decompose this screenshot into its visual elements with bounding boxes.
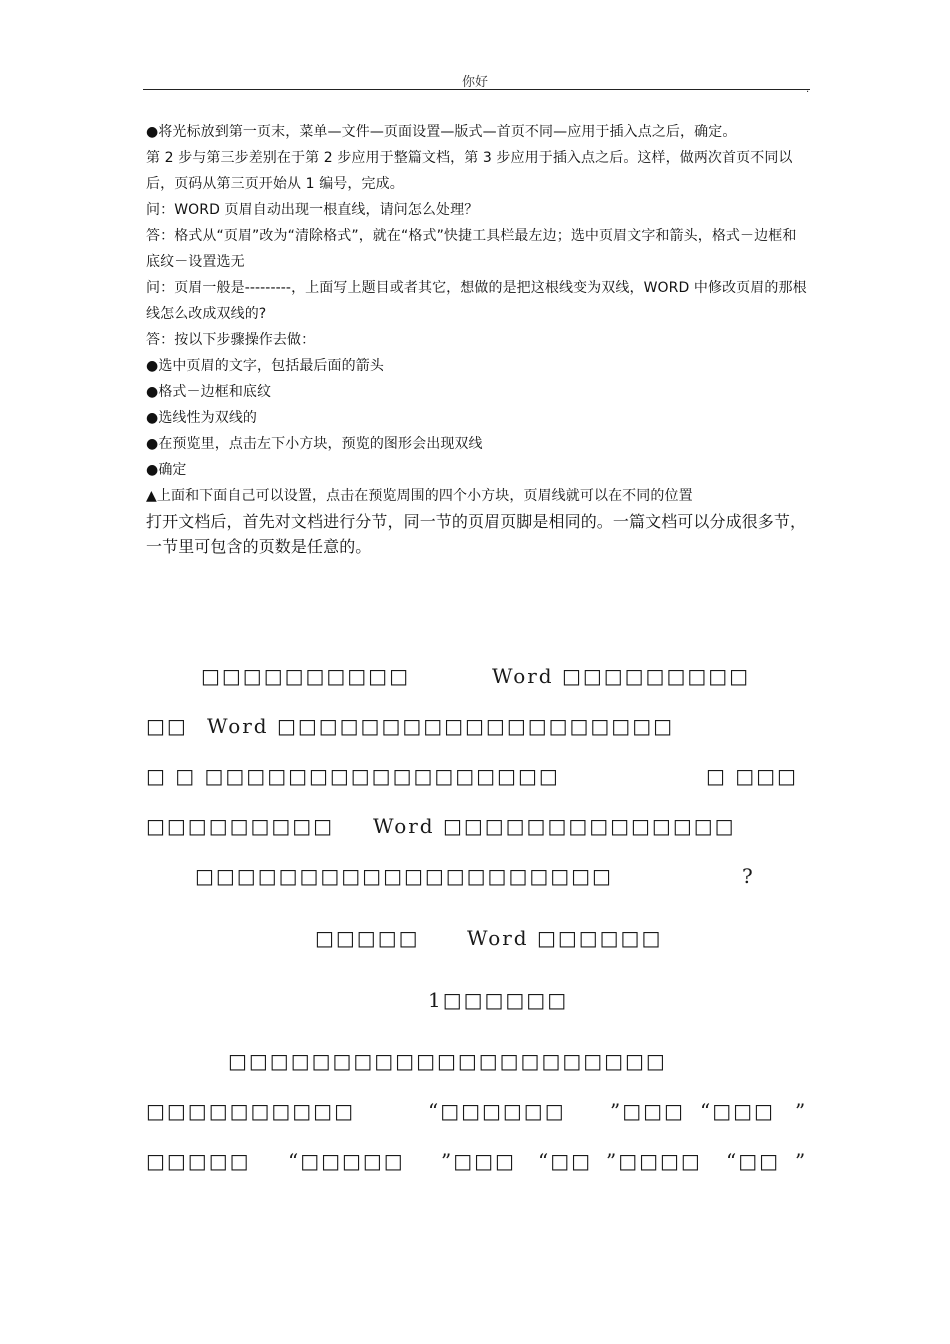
header-rule [143,89,810,90]
garbled-text: ”□□□ [441,1149,516,1173]
paragraph: 答：按以下步骤操作去做： [146,332,316,348]
garbled-text: “□□□□□ [288,1149,405,1173]
garbled-text: Word □□□□□□□□□□□□□□□□□□□ [207,714,674,738]
garbled-text: □□□□□□□□□ [146,814,335,838]
garbled-text: 1□□□□□□ [428,988,569,1012]
page-header-title: 你好 [461,75,488,90]
garbled-text: ” [795,1099,808,1123]
garbled-text: □□□□□ [146,1149,251,1173]
paragraph: ●选线性为双线的 [146,410,258,426]
garbled-text: Word □□□□□□□□□ [492,664,751,688]
garbled-text: “□□ [726,1149,781,1173]
paragraph: 问：页眉一般是---------，上面写上题目或者其它，想做的是把这根线变为双线，WORD 中修改页眉的那根线怎么改成双线的? [146,280,807,322]
paragraph: 问：WORD 页眉自动出现一根直线，请问怎么处理？ [146,202,479,218]
garbled-text: ”□□□□ [606,1149,702,1173]
garbled-text: ” [795,1149,808,1173]
paragraph: ●选中页眉的文字，包括最后面的箭头 [146,358,384,374]
garbled-text: Word □□□□□□ [467,926,663,950]
garbled-text: □□□□□ [315,926,420,950]
paragraph: ●确定 [146,462,187,478]
garbled-text: ? [742,864,755,888]
paragraph: 答：格式从“页眉”改为“清除格式”，就在“格式”快捷工具栏最左边；选中页眉文字和箭头，格式－边框和底纹－设置选无 [146,228,797,270]
big-paragraph: 打开文档后，首先对文档进行分节，同一节的页眉页脚是相同的。一篇文档可以分成很多节，一节里可包含的页数是任意的。 [146,512,807,556]
garbled-text: “□□□ [700,1099,775,1123]
garbled-text: □□□□□□□□□□□□□□□□□□□□□ [228,1049,667,1073]
paragraph: ▲上面和下面自己可以设置，点击在预览周围的四个小方块，页眉线就可以在不同的位置 [146,488,693,504]
garbled-text: ”□□□ [610,1099,685,1123]
garbled-text: □□□□□□□□□□ [146,1099,355,1123]
paragraph: ●将光标放到第一页末，菜单—文件—页面设置—版式—首页不同—应用于插入点之后，确定。 [146,124,737,140]
header-mark: . [806,84,810,95]
garbled-text: □□□□□□□□□□□□□□□□□□□□ [195,864,613,888]
garbled-text: □ □ □□□□□□□□□□□□□□□□□ [146,764,560,788]
garbled-text: Word □□□□□□□□□□□□□□ [373,814,736,838]
paragraph: 第 2 步与第三步差别在于第 2 步应用于整篇文档，第 3 步应用于插入点之后。这样，做两次首页不同以后，页码从第三页开始从 1 编号，完成。 [146,150,793,192]
garbled-text: □□ [146,714,188,738]
garbled-text: “□□ [538,1149,593,1173]
paragraph: ●格式－边框和底纹 [146,384,272,400]
garbled-text: “□□□□□□ [428,1099,566,1123]
garbled-text: □ □□□ [706,764,798,788]
body-text [146,119,810,559]
garbled-text: □□□□□□□□□□ [201,664,410,688]
paragraph: ●在预览里，点击左下小方块，预览的图形会出现双线 [146,436,483,452]
